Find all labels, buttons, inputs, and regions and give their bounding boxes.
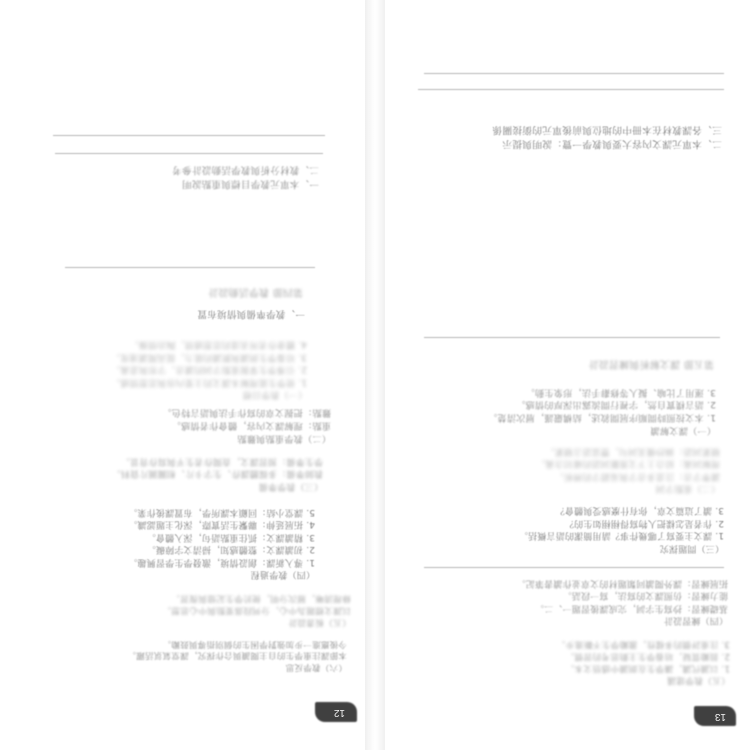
- left-header-block: [27, 162, 319, 190]
- right-block-1-heading: （二）重點字詞: [655, 483, 720, 493]
- right-body-column-2: [402, 576, 728, 626]
- right-block-4-line-1: 2. 鼓勵質疑，培養學生主動思考的習慣。: [565, 651, 730, 661]
- left-body-column-6: [27, 338, 307, 400]
- left-block-1-heading: （二）教學重點與難點: [237, 433, 331, 444]
- right-divider-3: [418, 89, 724, 90]
- left-block-0-line-0: 1. 使學生能理解本課文的主要內容與思想情感。: [110, 376, 307, 387]
- right-block-2-heading: （三）問題探究: [659, 543, 724, 553]
- right-section-title: 第五節 課文解析與練習設計: [588, 358, 714, 369]
- left-block-5-line-0: 本節課注重學生的自主閱讀與合作探究，課堂氣氛活躍。: [127, 650, 347, 661]
- right-block-3-line-1: 能力練習：仿照課文的寫法，寫一段話。: [562, 590, 728, 601]
- left-subsection-label: 一、教學準備與情境布置: [197, 308, 305, 319]
- right-block-1-line-0: 讀準字音：注意多音字與易錯字的辨析。: [554, 470, 720, 481]
- right-block-2-line-0: 1. 課文主要寫了哪幾件事？請用簡潔的語言概括。: [518, 530, 724, 541]
- left-header-line-0: 一、本單元教學目標與重點說明: [181, 178, 319, 189]
- right-block-2-line-1: 2. 作者是怎樣把人物寫得栩栩如生的？: [564, 517, 724, 528]
- left-page-gutter-shadow: [365, 0, 375, 750]
- right-block-3-line-2: 拓展練習：課外閱讀同類題材的文章並作讀書筆記。: [516, 577, 728, 588]
- left-section-title: 第四節 教學活動設計: [207, 286, 303, 297]
- right-block-0-line-0: 1. 本文按照時間順序展開敘述，結構嚴謹，層次清楚。: [487, 412, 716, 424]
- right-block-4-heading: （五）教學建議: [667, 675, 730, 685]
- right-body-column-5: [408, 385, 716, 436]
- left-block-3-line-0: 1. 導入新課：創設情境，激發學生學習興趣。: [128, 556, 315, 567]
- right-page: [375, 0, 750, 750]
- right-block-3-line-0: 基礎練習：抄寫生字詞，完成課後習題一、二。: [534, 602, 728, 613]
- right-block-1-line-1: 理解詞義：結合上下文推斷詞語的確切含義。: [535, 458, 720, 469]
- left-subsection: [35, 307, 305, 320]
- right-body-column-3: [404, 504, 724, 554]
- right-header-line-1: 三、各課教材在本冊中的地位與前後單元的銜接關係: [492, 123, 722, 135]
- left-block-0-line-1: 2. 引導學生掌握重點字詞的讀音、字形與意義。: [110, 364, 307, 375]
- right-header-line-0: 二、本單元課文內容大要與教學一覽：說明與提示: [502, 138, 722, 149]
- left-block-2-heading: （三）教學準備: [258, 481, 323, 491]
- right-page-gutter-shadow: [375, 0, 385, 750]
- right-block-4-line-2: 3. 注重評價的多樣性，激勵學生不斷進步。: [556, 639, 730, 649]
- left-block-4-line-1: 條理清晰，層次分明，便於學生記憶與復習。: [171, 593, 351, 603]
- left-divider-1: [65, 267, 315, 268]
- left-block-0-line-3: 4. 體會作者所表達的思想感情，陶冶情操。: [129, 339, 307, 350]
- left-body-column-5: [31, 406, 331, 444]
- left-block-3-line-1: 2. 初讀課文：整體感知，掃清文字障礙。: [146, 544, 315, 555]
- left-divider-3: [53, 135, 325, 136]
- left-block-2-line-0: 教師準備：多媒體課件、生字卡片、相關圖片資料。: [111, 468, 323, 479]
- right-header-block: [402, 121, 722, 150]
- left-body-column-4: [27, 454, 323, 492]
- left-body-column-3: [25, 506, 315, 580]
- right-block-0-line-2: 3. 運用了比喻、擬人等修辭手法，形象生動。: [525, 386, 716, 398]
- left-block-3-heading: （四）教學過程: [250, 569, 315, 579]
- right-block-3-heading: （四）練習設計: [663, 615, 728, 625]
- left-block-0-line-2: 3. 培養學生朗讀與默讀的能力，提高閱讀速度。: [110, 351, 307, 362]
- left-block-3-line-2: 3. 精讀課文：抓住重點語句，深入體會。: [146, 531, 315, 542]
- right-body-column-1: [400, 638, 730, 686]
- right-divider-1: [424, 567, 724, 568]
- left-block-1-line-1: 難點：把握文章的寫作手法與語言特色。: [162, 407, 331, 419]
- left-block-5-heading: （六）教學反思: [285, 662, 347, 672]
- left-block-0-heading: （一）教學目標: [242, 389, 307, 399]
- left-block-2-line-1: 學生準備：預習課文，查閱作者生平與寫作背景。: [120, 455, 323, 466]
- right-block-1-line-2: 積累詞語：摘抄優美詞句，豐富語言積累。: [545, 445, 720, 456]
- left-block-4-line-0: 以課文標題為中心，分列段落要點與中心思想。: [162, 605, 351, 615]
- left-block-3-line-4: 5. 課堂小結：回顧本課所學，布置課後作業。: [128, 506, 315, 517]
- right-block-0-heading: （一）課文解讀: [650, 425, 716, 436]
- right-page-number: 13: [714, 711, 726, 722]
- left-body-column: [29, 637, 347, 672]
- left-block-5-line-1: 今後應進一步加強對學困生的個別指導與鼓勵。: [162, 638, 347, 649]
- right-block-4-line-0: 1. 以讀代講，讓學生在朗讀中感悟文本。: [565, 663, 730, 673]
- right-block-2-line-2: 3. 讀了這篇文章，你有什麼感受與體會？: [555, 505, 724, 516]
- left-block-3-line-3: 4. 拓展延伸：聯繫生活實際，深化主題認識。: [128, 519, 315, 530]
- left-block-1-line-0: 重點：理解課文內容，體會作者情感。: [171, 420, 331, 432]
- right-body-column-4: [408, 444, 720, 494]
- left-header-line-1: 二、教材分析與教學活動設計參考: [172, 164, 319, 175]
- left-body-column-2: [23, 592, 351, 628]
- left-page-number: 12: [333, 707, 345, 718]
- right-section-title-wrap: [414, 356, 714, 370]
- right-block-0-line-1: 2. 語言樸實自然，字裡行間流露出深厚的情感。: [515, 399, 716, 411]
- right-divider-4: [424, 73, 724, 74]
- left-block-4-heading: （五）板書設計: [288, 617, 351, 627]
- left-divider-2: [55, 153, 323, 154]
- left-section-title-wrap: [33, 284, 303, 298]
- right-divider-2: [424, 337, 720, 338]
